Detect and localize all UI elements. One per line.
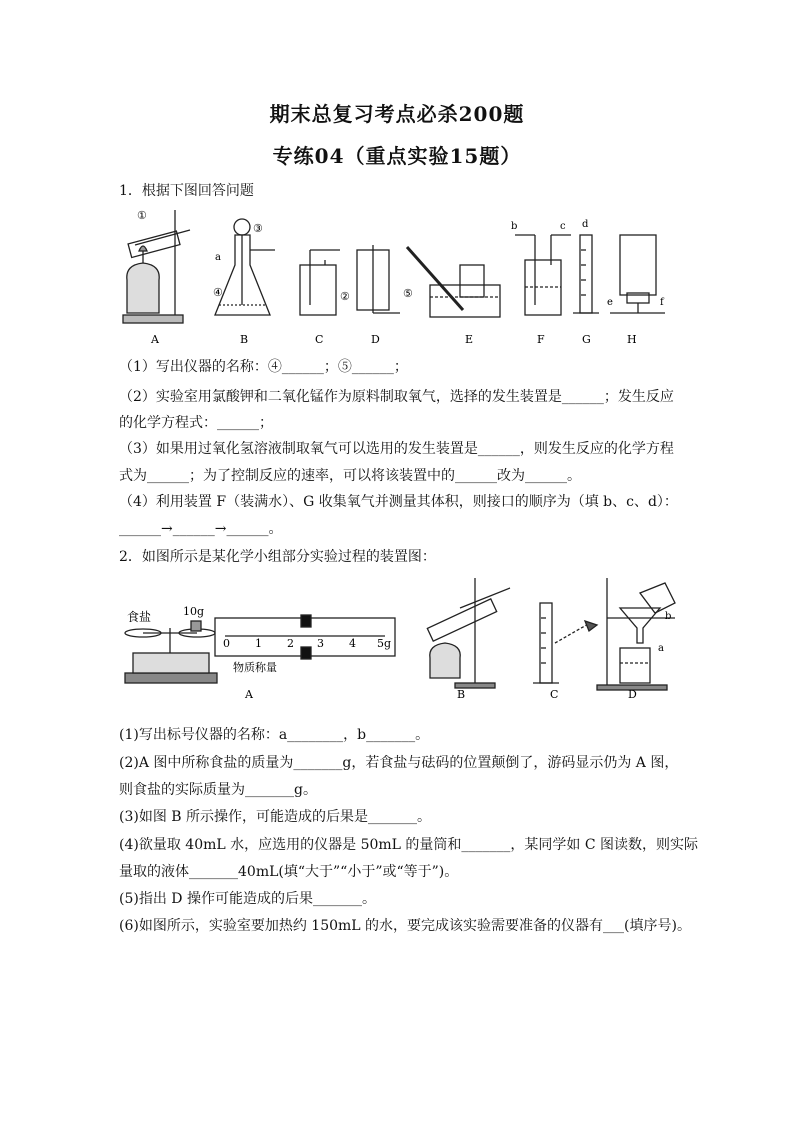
q1-label-a: a <box>215 252 221 263</box>
q2-label-salt: 食盐 <box>127 610 152 624</box>
q2-label-b: b <box>665 611 672 622</box>
q1-label-d: d <box>582 219 589 230</box>
q1-label-G: G <box>582 333 591 346</box>
q1-line-4: （3）如果用过氧化氢溶液制取氧气可以选用的发生装置是______，则发生反应的化学方程 <box>119 441 674 457</box>
q1-label-c3: ③ <box>253 222 263 235</box>
q1-apparatus-figure <box>115 205 675 355</box>
q1-line-7: ______→______→______。 <box>119 521 283 537</box>
q1-label-b: b <box>511 221 518 232</box>
q1-label-F: F <box>537 333 545 346</box>
q2-line-7: (5)指出 D 操作可能造成的后果_______。 <box>119 891 376 907</box>
q2-apparatus-figure <box>115 573 680 708</box>
q2-line-6: 量取的液体_______40mL(填“大于”“小于”或“等于”)。 <box>119 864 459 880</box>
q1-line-2: （2）实验室用氯酸钾和二氧化锰作为原料制取氧气，选择的发生装置是______；发生反应 <box>119 389 674 405</box>
q1-label-D: D <box>371 333 380 346</box>
q2-tick-0: 0 <box>223 637 230 650</box>
q2-tick-2: 2 <box>287 637 294 650</box>
q1-line-6: （4）利用装置 F（装满水）、G 收集氧气并测量其体积，则接口的顺序为（填 b、c、d）： <box>119 494 678 510</box>
q1-label-H: H <box>627 333 637 346</box>
q1-label-c4: ④ <box>213 286 223 299</box>
q2-stem: 2．如图所示是某化学小组部分实验过程的装置图： <box>119 549 436 565</box>
q2-line-4: (3)如图 B 所示操作，可能造成的后果是_______。 <box>119 809 432 825</box>
q2-label-B: B <box>457 688 466 701</box>
q1-label-c1: ① <box>137 209 147 222</box>
q2-line-1: (1)写出标号仪器的名称：a________，b_______。 <box>119 727 430 743</box>
page-title: 期末总复习考点必杀200题 <box>269 102 525 126</box>
q1-line-1: （1）写出仪器的名称：④______；⑤______； <box>119 359 408 375</box>
q1-line-5: 式为______；为了控制反应的速率，可以将该装置中的______改为______。 <box>119 468 581 484</box>
q1-label-c2: ② <box>340 290 350 303</box>
q2-label-scale: 物质称量 <box>233 661 277 674</box>
q2-tick-3: 3 <box>317 637 324 650</box>
q1-label-f: f <box>660 297 664 308</box>
q2-line-2: (2)A 图中所称食盐的质量为_______g，若食盐与砝码的位置颠倒了，游码显示仍为 A 图， <box>119 755 679 771</box>
q2-label-a: a <box>658 643 664 654</box>
q1-line-3: 的化学方程式：______； <box>119 415 273 431</box>
q2-label-weight: 10g <box>183 605 205 618</box>
q1-label-E: E <box>465 333 474 346</box>
q2-line-8: (6)如图所示，实验室要加热约 150mL 的水，要完成该实验需要准备的仪器有___(填序号)。 <box>119 918 691 934</box>
q2-tick-4: 4 <box>349 637 356 650</box>
q1-label-C: C <box>315 333 324 346</box>
q2-label-C: C <box>550 688 559 701</box>
q1-label-A: A <box>151 333 159 346</box>
q1-label-e: e <box>607 297 613 308</box>
q2-label-D: D <box>628 688 637 701</box>
q2-label-A: A <box>245 688 253 701</box>
q1-label-B: B <box>240 333 249 346</box>
q1-label-c5: ⑤ <box>403 287 413 300</box>
q2-line-3: 则食盐的实际质量为_______g。 <box>119 782 317 798</box>
q2-tick-5: 5g <box>377 637 392 650</box>
q1-stem: 1．根据下图回答问题 <box>119 183 254 199</box>
q2-tick-1: 1 <box>255 637 262 650</box>
q2-line-5: (4)欲量取 40mL 水，应选用的仪器是 50mL 的量筒和_______，某同学如 C 图读数，则实际 <box>119 837 699 853</box>
q1-label-c: c <box>560 221 566 232</box>
page-subtitle: 专练04（重点实验15题） <box>272 144 522 168</box>
